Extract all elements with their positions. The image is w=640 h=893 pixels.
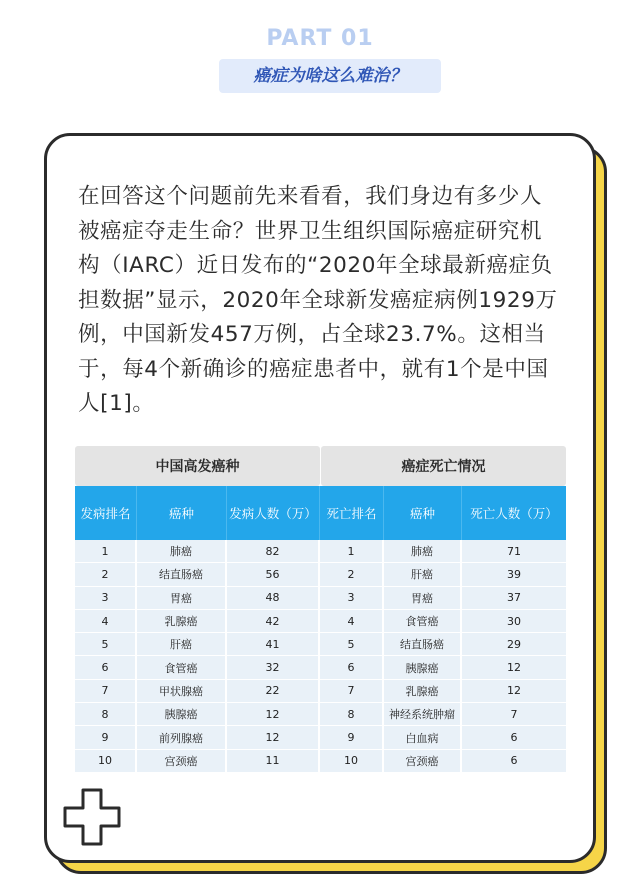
cell-death-count: 6 [510, 731, 518, 745]
cell-incidence-count: 22 [227, 680, 320, 702]
table-title-incidence: 中国高发癌种 [75, 446, 320, 486]
cell-incidence-rank: 10 [75, 750, 137, 772]
table-row [75, 703, 566, 726]
part-label: PART 01 [266, 26, 374, 51]
cell-incidence-rank: 1 [75, 540, 137, 562]
cell-incidence-type: 前列腺癌 [137, 726, 227, 748]
cell-incidence-count: 12 [227, 726, 320, 748]
section-subtitle [219, 59, 441, 93]
table-title-mortality: 癌症死亡情况 [321, 446, 566, 486]
cell-incidence-rank: 3 [75, 587, 137, 609]
cell-incidence-type: 食管癌 [137, 656, 227, 678]
cell-incidence-type: 肝癌 [137, 633, 227, 655]
cell-incidence-count: 32 [227, 656, 320, 678]
cell-death-type: 神经系统肿瘤 [384, 703, 462, 725]
table-row [75, 610, 566, 633]
cell-death-rank: 7 [320, 680, 384, 702]
cell-death-type: 胰腺癌 [384, 656, 462, 678]
table-column-header [75, 486, 566, 540]
cell-incidence-count: 82 [227, 540, 320, 562]
cell-incidence-rank: 2 [75, 563, 137, 585]
col-incidence-count: 发病人数（万） [227, 486, 320, 540]
cell-incidence-count: 48 [227, 587, 320, 609]
cell-death-rank: 2 [320, 563, 384, 585]
col-death-count: 死亡人数（万） [470, 506, 558, 521]
cell-incidence-rank: 8 [75, 703, 137, 725]
cell-death-type: 白血病 [384, 726, 462, 748]
cell-death-type: 胃癌 [384, 587, 462, 609]
cell-death-rank: 1 [320, 540, 384, 562]
cell-death-rank: 4 [320, 610, 384, 632]
cell-incidence-rank: 7 [75, 680, 137, 702]
table-group-header [75, 446, 566, 486]
cell-incidence-count: 11 [227, 750, 320, 772]
intro-paragraph: 在回答这个问题前先来看看，我们身边有多少人被癌症夺走生命？世界卫生组织国际癌症研究机构（IARC）近日发布的“2020年全球最新癌症负担数据”显示，2020年全球新发癌症病例1929万例，中国新发457万例，占全球23.7%。这相当于，每4个新确诊的癌症患者中，就有1个是中国人[1]。 [78, 184, 558, 416]
table-row [75, 656, 566, 679]
cell-death-count: 39 [507, 567, 521, 581]
cell-death-rank: 3 [320, 587, 384, 609]
cell-incidence-type: 结直肠癌 [137, 563, 227, 585]
cell-incidence-count: 56 [227, 563, 320, 585]
table-body [75, 540, 566, 773]
cell-incidence-type: 胃癌 [137, 587, 227, 609]
cell-death-rank: 6 [320, 656, 384, 678]
cell-incidence-rank: 6 [75, 656, 137, 678]
table-row [75, 680, 566, 703]
cell-death-type: 乳腺癌 [384, 680, 462, 702]
plus-icon [63, 788, 121, 846]
cell-death-count: 12 [507, 684, 521, 698]
cell-death-type: 肝癌 [384, 563, 462, 585]
cell-death-count: 12 [507, 661, 521, 675]
col-death-type: 癌种 [384, 486, 462, 540]
cell-incidence-rank: 9 [75, 726, 137, 748]
cell-death-type: 食管癌 [384, 610, 462, 632]
cell-death-type: 宫颈癌 [384, 750, 462, 772]
cell-death-count: 6 [510, 754, 518, 768]
table-row [75, 726, 566, 749]
cell-incidence-type: 胰腺癌 [137, 703, 227, 725]
cell-death-rank: 8 [320, 703, 384, 725]
cell-death-type: 肺癌 [384, 540, 462, 562]
table-row [75, 750, 566, 773]
cell-death-type: 结直肠癌 [384, 633, 462, 655]
cancer-statistics-table [75, 446, 566, 773]
cell-incidence-type: 乳腺癌 [137, 610, 227, 632]
cell-incidence-count: 12 [227, 703, 320, 725]
cell-incidence-type: 肺癌 [137, 540, 227, 562]
section-subtitle-text: 癌症为啥这么难治？ [253, 66, 407, 86]
table-row [75, 633, 566, 656]
cell-death-rank: 9 [320, 726, 384, 748]
cell-incidence-type: 甲状腺癌 [137, 680, 227, 702]
cell-death-count: 37 [507, 591, 521, 605]
cell-death-rank: 5 [320, 633, 384, 655]
table-row [75, 587, 566, 610]
cell-incidence-type: 宫颈癌 [137, 750, 227, 772]
cell-incidence-count: 42 [227, 610, 320, 632]
cell-incidence-rank: 5 [75, 633, 137, 655]
cell-incidence-rank: 4 [75, 610, 137, 632]
table-row [75, 540, 566, 563]
cell-death-count: 29 [507, 637, 521, 651]
cell-death-count: 7 [510, 707, 518, 721]
table-row [75, 563, 566, 586]
cell-death-count: 71 [507, 544, 521, 558]
cell-death-rank: 10 [320, 750, 384, 772]
col-death-rank: 死亡排名 [320, 486, 384, 540]
col-incidence-rank: 发病排名 [75, 486, 137, 540]
cell-incidence-count: 41 [227, 633, 320, 655]
cell-death-count: 30 [507, 614, 521, 628]
col-incidence-type: 癌种 [137, 486, 227, 540]
